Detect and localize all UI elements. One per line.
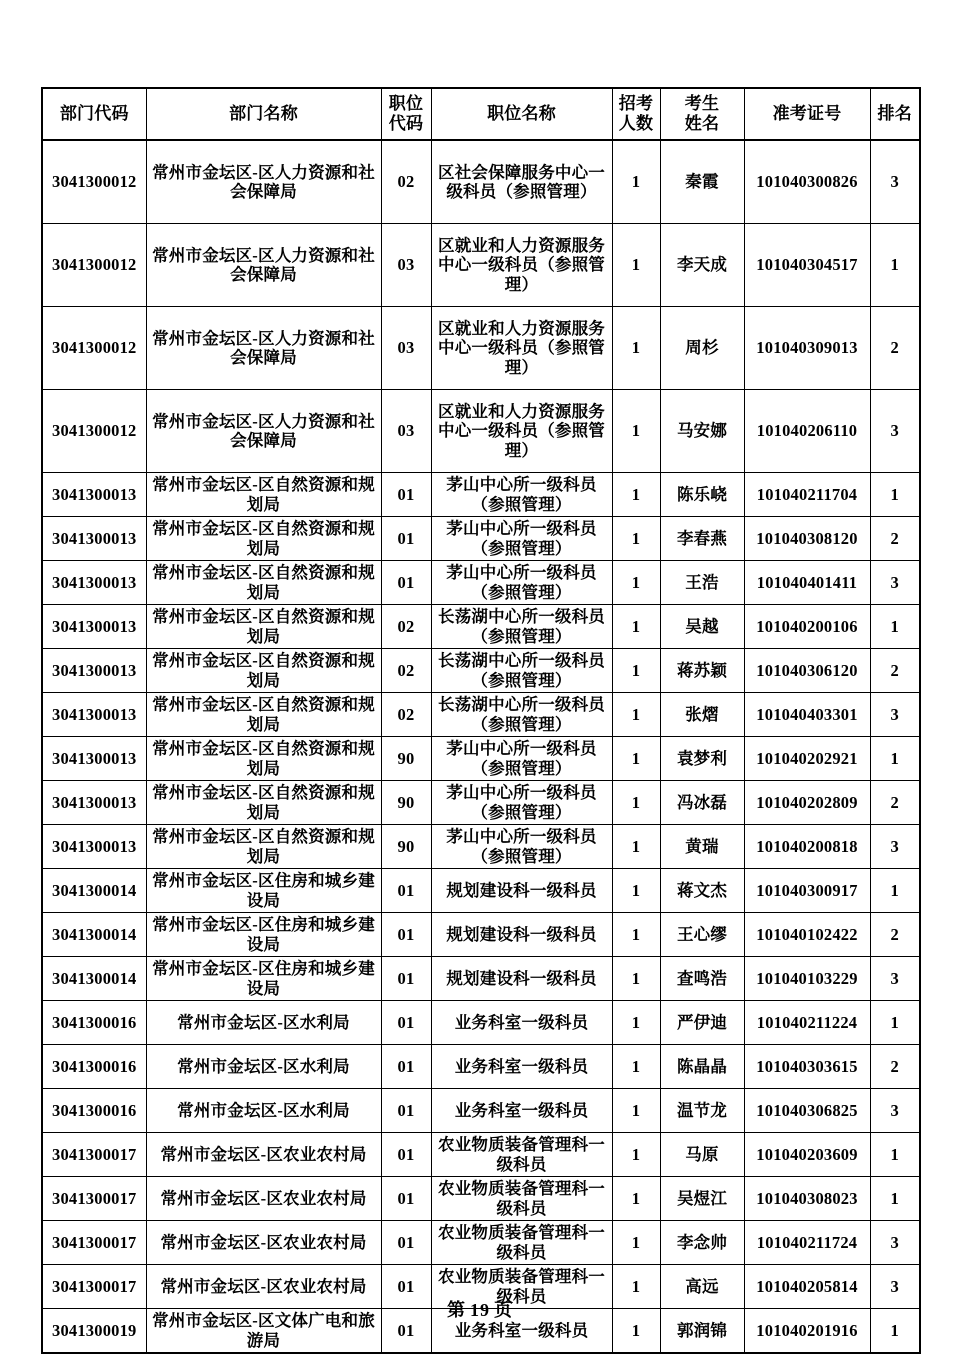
column-header-candidate-name xyxy=(660,88,744,140)
cell-recruit-count: 1 xyxy=(612,473,660,517)
cell-position-name: 区就业和人力资源服务中心一级科员（参照管理） xyxy=(431,390,612,473)
table-row xyxy=(42,561,920,605)
cell-candidate-name: 严伊迪 xyxy=(660,1001,744,1045)
cell-recruit-count: 1 xyxy=(612,517,660,561)
cell-rank: 3 xyxy=(870,1089,920,1133)
cell-position-code: 03 xyxy=(381,390,431,473)
cell-dept-name: 常州市金坛区-区水利局 xyxy=(146,1089,381,1133)
cell-rank: 1 xyxy=(870,1177,920,1221)
cell-dept-name: 常州市金坛区-区住房和城乡建设局 xyxy=(146,869,381,913)
cell-dept-name: 常州市金坛区-区文体广电和旅游局 xyxy=(146,1309,381,1354)
cell-ticket-number: 101040308120 xyxy=(744,517,870,561)
cell-candidate-name: 王心缪 xyxy=(660,913,744,957)
cell-position-name: 茅山中心所一级科员（参照管理） xyxy=(431,561,612,605)
page-label-prefix: 第 xyxy=(447,1300,466,1320)
cell-rank: 2 xyxy=(870,781,920,825)
table-row xyxy=(42,224,920,307)
cell-dept-code: 3041300013 xyxy=(42,561,146,605)
column-header-pos-code-line1: 职位 xyxy=(388,93,424,113)
cell-position-name: 茅山中心所一级科员（参照管理） xyxy=(431,473,612,517)
column-header-pos-name: 职位名称 xyxy=(431,88,612,140)
table-body xyxy=(42,140,920,1353)
cell-dept-code: 3041300012 xyxy=(42,224,146,307)
cell-recruit-count: 1 xyxy=(612,649,660,693)
cell-rank: 1 xyxy=(870,224,920,307)
cell-dept-name: 常州市金坛区-区住房和城乡建设局 xyxy=(146,957,381,1001)
cell-position-code: 03 xyxy=(381,307,431,390)
recruitment-results-table-container xyxy=(41,87,919,1354)
cell-ticket-number: 101040201916 xyxy=(744,1309,870,1354)
cell-position-name: 长荡湖中心所一级科员（参照管理） xyxy=(431,605,612,649)
cell-ticket-number: 101040102422 xyxy=(744,913,870,957)
cell-rank: 2 xyxy=(870,517,920,561)
cell-candidate-name: 郭润锦 xyxy=(660,1309,744,1354)
cell-ticket-number: 101040203609 xyxy=(744,1133,870,1177)
cell-ticket-number: 101040103229 xyxy=(744,957,870,1001)
cell-rank: 1 xyxy=(870,869,920,913)
cell-ticket-number: 101040200106 xyxy=(744,605,870,649)
cell-dept-code: 3041300013 xyxy=(42,737,146,781)
cell-position-name: 规划建设科一级科员 xyxy=(431,913,612,957)
cell-position-name: 业务科室一级科员 xyxy=(431,1309,612,1354)
cell-dept-name: 常州市金坛区-区农业农村局 xyxy=(146,1177,381,1221)
cell-ticket-number: 101040306120 xyxy=(744,649,870,693)
column-header-count-line2: 人数 xyxy=(618,114,654,133)
cell-ticket-number: 101040300826 xyxy=(744,140,870,224)
table-row xyxy=(42,605,920,649)
cell-rank: 2 xyxy=(870,307,920,390)
cell-recruit-count: 1 xyxy=(612,869,660,913)
cell-recruit-count: 1 xyxy=(612,781,660,825)
cell-position-code: 90 xyxy=(381,825,431,869)
table-row xyxy=(42,869,920,913)
cell-dept-code: 3041300016 xyxy=(42,1045,146,1089)
table-row xyxy=(42,957,920,1001)
cell-candidate-name: 高远 xyxy=(660,1265,744,1309)
cell-ticket-number: 101040202809 xyxy=(744,781,870,825)
column-header-dept-name: 部门名称 xyxy=(146,88,381,140)
cell-ticket-number: 101040306825 xyxy=(744,1089,870,1133)
cell-recruit-count: 1 xyxy=(612,957,660,1001)
cell-dept-name: 常州市金坛区-区自然资源和规划局 xyxy=(146,825,381,869)
cell-position-code: 02 xyxy=(381,140,431,224)
cell-candidate-name: 陈乐峣 xyxy=(660,473,744,517)
cell-ticket-number: 101040304517 xyxy=(744,224,870,307)
column-header-count-line1: 招考 xyxy=(618,93,654,113)
cell-rank: 3 xyxy=(870,1221,920,1265)
cell-dept-name: 常州市金坛区-区自然资源和规划局 xyxy=(146,781,381,825)
cell-candidate-name: 秦霞 xyxy=(660,140,744,224)
cell-position-name: 长荡湖中心所一级科员（参照管理） xyxy=(431,649,612,693)
cell-rank: 2 xyxy=(870,649,920,693)
cell-recruit-count: 1 xyxy=(612,1221,660,1265)
cell-recruit-count: 1 xyxy=(612,913,660,957)
cell-position-name: 规划建设科一级科员 xyxy=(431,869,612,913)
cell-dept-code: 3041300017 xyxy=(42,1177,146,1221)
table-row xyxy=(42,307,920,390)
column-header-dept-code: 部门代码 xyxy=(42,88,146,140)
cell-position-name: 长荡湖中心所一级科员（参照管理） xyxy=(431,693,612,737)
table-header-row xyxy=(42,88,920,140)
column-header-pos-code xyxy=(381,88,431,140)
cell-dept-name: 常州市金坛区-区自然资源和规划局 xyxy=(146,473,381,517)
cell-candidate-name: 陈晶晶 xyxy=(660,1045,744,1089)
cell-recruit-count: 1 xyxy=(612,1045,660,1089)
cell-dept-code: 3041300017 xyxy=(42,1133,146,1177)
cell-candidate-name: 黄瑞 xyxy=(660,825,744,869)
cell-recruit-count: 1 xyxy=(612,605,660,649)
cell-recruit-count: 1 xyxy=(612,1265,660,1309)
cell-dept-name: 常州市金坛区-区人力资源和社会保障局 xyxy=(146,140,381,224)
cell-candidate-name: 马安娜 xyxy=(660,390,744,473)
cell-ticket-number: 101040401411 xyxy=(744,561,870,605)
table-row xyxy=(42,1221,920,1265)
page-footer xyxy=(0,1296,960,1322)
cell-rank: 3 xyxy=(870,825,920,869)
cell-candidate-name: 查鸣浩 xyxy=(660,957,744,1001)
cell-position-name: 业务科室一级科员 xyxy=(431,1045,612,1089)
cell-dept-name: 常州市金坛区-区农业农村局 xyxy=(146,1133,381,1177)
table-row xyxy=(42,825,920,869)
cell-dept-code: 3041300014 xyxy=(42,957,146,1001)
cell-dept-name: 常州市金坛区-区人力资源和社会保障局 xyxy=(146,390,381,473)
cell-dept-code: 3041300012 xyxy=(42,307,146,390)
cell-dept-code: 3041300016 xyxy=(42,1001,146,1045)
cell-candidate-name: 张熠 xyxy=(660,693,744,737)
cell-rank: 3 xyxy=(870,693,920,737)
column-header-pos-code-line2: 代码 xyxy=(388,114,424,133)
cell-dept-name: 常州市金坛区-区自然资源和规划局 xyxy=(146,561,381,605)
cell-dept-code: 3041300012 xyxy=(42,140,146,224)
cell-rank: 1 xyxy=(870,605,920,649)
cell-dept-name: 常州市金坛区-区自然资源和规划局 xyxy=(146,693,381,737)
cell-position-code: 02 xyxy=(381,649,431,693)
cell-ticket-number: 101040403301 xyxy=(744,693,870,737)
cell-recruit-count: 1 xyxy=(612,693,660,737)
cell-position-name: 区社会保障服务中心一级科员（参照管理） xyxy=(431,140,612,224)
cell-position-name: 茅山中心所一级科员（参照管理） xyxy=(431,825,612,869)
cell-position-code: 90 xyxy=(381,737,431,781)
cell-position-code: 01 xyxy=(381,957,431,1001)
cell-dept-name: 常州市金坛区-区农业农村局 xyxy=(146,1221,381,1265)
page-number: 19 xyxy=(470,1300,490,1320)
cell-recruit-count: 1 xyxy=(612,1001,660,1045)
cell-dept-code: 3041300013 xyxy=(42,781,146,825)
cell-recruit-count: 1 xyxy=(612,1133,660,1177)
cell-position-name: 区就业和人力资源服务中心一级科员（参照管理） xyxy=(431,307,612,390)
cell-ticket-number: 101040300917 xyxy=(744,869,870,913)
cell-position-code: 01 xyxy=(381,1133,431,1177)
table-row xyxy=(42,517,920,561)
table-row xyxy=(42,913,920,957)
cell-recruit-count: 1 xyxy=(612,390,660,473)
cell-dept-name: 常州市金坛区-区自然资源和规划局 xyxy=(146,737,381,781)
cell-recruit-count: 1 xyxy=(612,825,660,869)
cell-position-code: 01 xyxy=(381,1177,431,1221)
cell-dept-code: 3041300013 xyxy=(42,649,146,693)
column-header-ticket-number: 准考证号 xyxy=(744,88,870,140)
cell-dept-code: 3041300017 xyxy=(42,1221,146,1265)
cell-position-code: 01 xyxy=(381,1221,431,1265)
recruitment-results-table xyxy=(41,87,921,1354)
cell-dept-name: 常州市金坛区-区人力资源和社会保障局 xyxy=(146,224,381,307)
table-row xyxy=(42,1089,920,1133)
cell-ticket-number: 101040211724 xyxy=(744,1221,870,1265)
cell-rank: 3 xyxy=(870,1265,920,1309)
cell-position-name: 茅山中心所一级科员（参照管理） xyxy=(431,517,612,561)
cell-dept-code: 3041300012 xyxy=(42,390,146,473)
cell-rank: 3 xyxy=(870,140,920,224)
cell-position-name: 农业物质装备管理科一级科员 xyxy=(431,1177,612,1221)
cell-recruit-count: 1 xyxy=(612,561,660,605)
cell-rank: 3 xyxy=(870,561,920,605)
cell-dept-name: 常州市金坛区-区住房和城乡建设局 xyxy=(146,913,381,957)
cell-rank: 2 xyxy=(870,1045,920,1089)
cell-position-code: 01 xyxy=(381,473,431,517)
cell-dept-code: 3041300019 xyxy=(42,1309,146,1354)
cell-dept-code: 3041300014 xyxy=(42,913,146,957)
cell-dept-name: 常州市金坛区-区人力资源和社会保障局 xyxy=(146,307,381,390)
cell-dept-code: 3041300013 xyxy=(42,473,146,517)
table-row xyxy=(42,1133,920,1177)
cell-rank: 1 xyxy=(870,737,920,781)
cell-position-name: 业务科室一级科员 xyxy=(431,1001,612,1045)
cell-candidate-name: 李天成 xyxy=(660,224,744,307)
cell-position-code: 01 xyxy=(381,1001,431,1045)
cell-candidate-name: 李念帅 xyxy=(660,1221,744,1265)
cell-position-code: 01 xyxy=(381,1045,431,1089)
table-row xyxy=(42,1001,920,1045)
cell-candidate-name: 马原 xyxy=(660,1133,744,1177)
table-row xyxy=(42,649,920,693)
table-row xyxy=(42,737,920,781)
cell-rank: 1 xyxy=(870,1001,920,1045)
cell-position-name: 农业物质装备管理科一级科员 xyxy=(431,1265,612,1309)
cell-ticket-number: 101040211704 xyxy=(744,473,870,517)
table-row xyxy=(42,473,920,517)
cell-recruit-count: 1 xyxy=(612,1177,660,1221)
cell-dept-code: 3041300016 xyxy=(42,1089,146,1133)
cell-position-code: 02 xyxy=(381,693,431,737)
cell-position-code: 01 xyxy=(381,561,431,605)
cell-candidate-name: 王浩 xyxy=(660,561,744,605)
cell-dept-name: 常州市金坛区-区水利局 xyxy=(146,1045,381,1089)
column-header-candidate-name-line2: 姓名 xyxy=(684,114,720,133)
cell-candidate-name: 周杉 xyxy=(660,307,744,390)
cell-candidate-name: 李春燕 xyxy=(660,517,744,561)
cell-dept-code: 3041300017 xyxy=(42,1265,146,1309)
cell-position-name: 规划建设科一级科员 xyxy=(431,957,612,1001)
table-row xyxy=(42,693,920,737)
cell-dept-name: 常州市金坛区-区水利局 xyxy=(146,1001,381,1045)
cell-position-name: 农业物质装备管理科一级科员 xyxy=(431,1133,612,1177)
cell-dept-name: 常州市金坛区-区自然资源和规划局 xyxy=(146,649,381,693)
cell-rank: 3 xyxy=(870,390,920,473)
cell-rank: 2 xyxy=(870,913,920,957)
cell-position-code: 01 xyxy=(381,1089,431,1133)
table-row xyxy=(42,140,920,224)
cell-ticket-number: 101040211224 xyxy=(744,1001,870,1045)
cell-position-code: 01 xyxy=(381,517,431,561)
cell-position-name: 区就业和人力资源服务中心一级科员（参照管理） xyxy=(431,224,612,307)
table-row xyxy=(42,1045,920,1089)
column-header-count xyxy=(612,88,660,140)
cell-dept-code: 3041300014 xyxy=(42,869,146,913)
cell-candidate-name: 吴越 xyxy=(660,605,744,649)
cell-position-name: 茅山中心所一级科员（参照管理） xyxy=(431,781,612,825)
table-row xyxy=(42,1177,920,1221)
cell-candidate-name: 蒋文杰 xyxy=(660,869,744,913)
cell-position-code: 01 xyxy=(381,1265,431,1309)
cell-rank: 3 xyxy=(870,957,920,1001)
cell-candidate-name: 吴煜江 xyxy=(660,1177,744,1221)
column-header-rank: 排名 xyxy=(870,88,920,140)
cell-ticket-number: 101040206110 xyxy=(744,390,870,473)
cell-dept-code: 3041300013 xyxy=(42,693,146,737)
cell-dept-name: 常州市金坛区-区农业农村局 xyxy=(146,1265,381,1309)
cell-ticket-number: 101040309013 xyxy=(744,307,870,390)
cell-candidate-name: 袁梦利 xyxy=(660,737,744,781)
cell-dept-code: 3041300013 xyxy=(42,825,146,869)
cell-position-name: 农业物质装备管理科一级科员 xyxy=(431,1221,612,1265)
cell-rank: 1 xyxy=(870,1133,920,1177)
cell-position-name: 业务科室一级科员 xyxy=(431,1089,612,1133)
column-header-candidate-name-line1: 考生 xyxy=(684,93,720,113)
cell-position-code: 03 xyxy=(381,224,431,307)
cell-dept-name: 常州市金坛区-区自然资源和规划局 xyxy=(146,517,381,561)
cell-ticket-number: 101040303615 xyxy=(744,1045,870,1089)
cell-ticket-number: 101040205814 xyxy=(744,1265,870,1309)
cell-rank: 1 xyxy=(870,1309,920,1354)
cell-recruit-count: 1 xyxy=(612,737,660,781)
cell-recruit-count: 1 xyxy=(612,307,660,390)
cell-ticket-number: 101040200818 xyxy=(744,825,870,869)
cell-recruit-count: 1 xyxy=(612,1089,660,1133)
cell-recruit-count: 1 xyxy=(612,1309,660,1354)
cell-recruit-count: 1 xyxy=(612,140,660,224)
cell-position-code: 01 xyxy=(381,1309,431,1354)
cell-ticket-number: 101040308023 xyxy=(744,1177,870,1221)
cell-position-code: 01 xyxy=(381,913,431,957)
cell-candidate-name: 蒋苏颖 xyxy=(660,649,744,693)
cell-dept-code: 3041300013 xyxy=(42,517,146,561)
table-header xyxy=(42,88,920,140)
cell-recruit-count: 1 xyxy=(612,224,660,307)
page-label-suffix: 页 xyxy=(494,1300,513,1320)
table-row xyxy=(42,390,920,473)
cell-candidate-name: 温节龙 xyxy=(660,1089,744,1133)
table-row xyxy=(42,781,920,825)
cell-position-name: 茅山中心所一级科员（参照管理） xyxy=(431,737,612,781)
cell-dept-code: 3041300013 xyxy=(42,605,146,649)
cell-rank: 1 xyxy=(870,473,920,517)
cell-ticket-number: 101040202921 xyxy=(744,737,870,781)
cell-dept-name: 常州市金坛区-区自然资源和规划局 xyxy=(146,605,381,649)
cell-candidate-name: 冯冰磊 xyxy=(660,781,744,825)
cell-position-code: 01 xyxy=(381,869,431,913)
cell-position-code: 90 xyxy=(381,781,431,825)
cell-position-code: 02 xyxy=(381,605,431,649)
